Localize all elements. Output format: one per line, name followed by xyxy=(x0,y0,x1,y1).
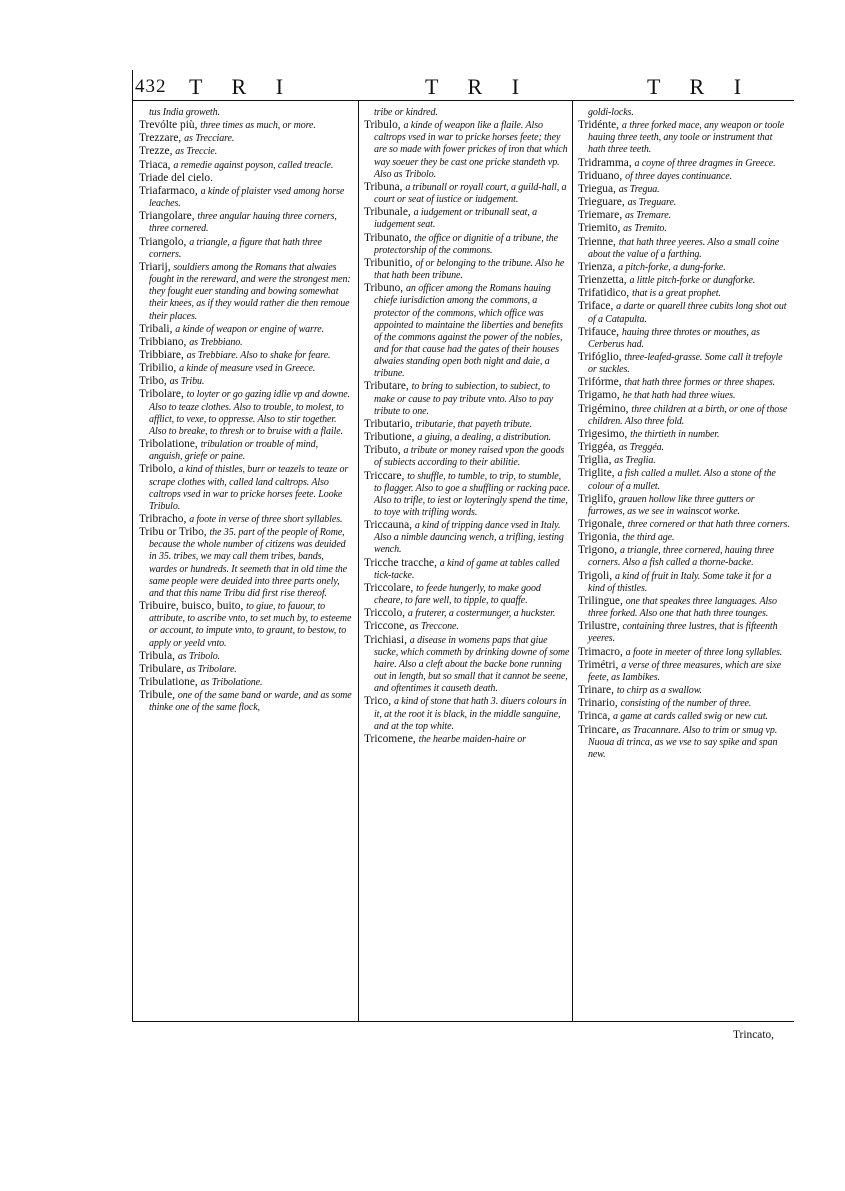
definition: a tribunall or royall court, a guild-hall, a court or seat of iustice or iudgement. xyxy=(374,181,567,206)
catchword: Trincato, xyxy=(733,1029,775,1041)
definition: as Treglia. xyxy=(614,455,656,467)
headword: Tributario, xyxy=(364,417,416,430)
dictionary-entry xyxy=(578,697,790,710)
dictionary-entry xyxy=(578,595,790,620)
definition: as Tremito. xyxy=(623,223,667,235)
header-rule xyxy=(132,100,794,101)
headword: Triarij, xyxy=(139,260,174,273)
dictionary-entry xyxy=(578,428,790,441)
headword: Tribunale, xyxy=(364,206,414,219)
dictionary-entry xyxy=(578,493,790,518)
definition: grauen hollow like three gutters or furrowes, as we see in wainscot worke. xyxy=(588,493,755,517)
running-head-left: T R I xyxy=(189,74,296,99)
definition: a kinde of plaister vsed among horse leaches. xyxy=(149,185,345,210)
definition: a darte or quarell three cubits long shot out of a Catapulta. xyxy=(588,301,787,325)
headword: Trinare, xyxy=(578,684,617,697)
running-head-center: T R I xyxy=(425,74,532,99)
headword: Triccolare, xyxy=(364,581,417,594)
footer-rule xyxy=(132,1021,794,1022)
dictionary-entry xyxy=(364,557,570,582)
column-rule-2 xyxy=(572,100,573,1022)
definition: a fish called a mullet. Also a stone of the colour of a mullet. xyxy=(588,468,776,492)
dictionary-entry xyxy=(578,326,790,351)
headword: Trevólte più, xyxy=(139,119,201,132)
definition: three children at a birth, or one of those children. Also three fold. xyxy=(588,403,788,427)
definition: the hearbe maiden-haire or xyxy=(418,733,526,745)
dictionary-entry xyxy=(139,323,353,336)
headword: Triegua, xyxy=(578,182,619,195)
dictionary-entry xyxy=(139,145,353,158)
dictionary-entry xyxy=(139,650,353,663)
dictionary-entry xyxy=(364,232,570,257)
dictionary-entry xyxy=(578,620,790,645)
dictionary-entry xyxy=(578,389,790,402)
dictionary-entry xyxy=(364,418,570,431)
definition: one of the same band or warde, and as some thinke one of the same flock, xyxy=(149,690,352,714)
definition: a kind of stone that hath 3. diuers colours in it, at the root it is black, in the middle sanguine, and at the top white. xyxy=(374,696,567,732)
column-rule-1 xyxy=(358,100,359,1022)
dictionary-entry xyxy=(139,375,353,388)
definition: as Tremare. xyxy=(625,210,671,222)
headword: Triaca, xyxy=(139,158,174,171)
definition: to bring to subiection, to subiect, to make or cause to pay tribute vnto. Also to pay tribute to one. xyxy=(374,381,554,417)
definition: as Treguare. xyxy=(627,197,677,209)
dictionary-entry xyxy=(578,196,790,209)
dictionary-entry xyxy=(578,261,790,274)
headword: Trigonale, xyxy=(578,518,628,530)
dictionary-entry xyxy=(578,300,790,325)
definition: that hath three formes or three shapes. xyxy=(624,377,776,389)
headword: Triduano, xyxy=(578,169,626,182)
dictionary-entry xyxy=(139,336,353,349)
definition: as Trebbiare. Also to shake for feare. xyxy=(186,349,331,361)
dictionary-entry xyxy=(578,646,790,659)
headword: Tribolare, xyxy=(139,388,187,401)
headword: Tribbiare, xyxy=(139,348,187,361)
definition: tus India groweth. xyxy=(149,107,220,118)
definition: a iudgement or tribunall seat, a iudgement seat. xyxy=(374,207,538,231)
headword: Tribolo, xyxy=(139,463,179,476)
definition: he that hath had three wiues. xyxy=(622,390,736,402)
dictionary-entry xyxy=(139,600,353,650)
headword: Trieguare, xyxy=(578,196,628,209)
headword: Triccone, xyxy=(364,620,410,633)
dictionary-entry xyxy=(364,620,570,633)
headword: Tridramma, xyxy=(578,156,635,169)
dictionary-entry xyxy=(139,119,353,132)
definition: a kind of fruit in Italy. Some take it for a kind of thistles. xyxy=(588,570,772,594)
headword: Trezzare, xyxy=(139,132,185,145)
dictionary-entry xyxy=(578,274,790,287)
headword: Triface, xyxy=(578,300,617,313)
definition: tributarie, that payeth tribute. xyxy=(415,418,532,430)
dictionary-entry xyxy=(364,444,570,469)
definition: a kinde of weapon or engine of warre. xyxy=(175,323,324,335)
headword: Triemito, xyxy=(578,222,624,235)
definition: the office or dignitie of a tribune, the protectorship of the commons. xyxy=(374,232,558,256)
definition: a verse of three measures, which are sixe feete, as Iambikes. xyxy=(588,659,781,683)
dictionary-entry xyxy=(139,261,353,323)
definition: a foote in verse of three short syllables. xyxy=(189,514,343,525)
headword: Trimétri, xyxy=(578,658,622,671)
headword: Trilustre, xyxy=(578,620,623,633)
dictionary-entry xyxy=(139,132,353,145)
definition: tribulation or trouble of mind, anguish, griefe or paine. xyxy=(149,439,318,463)
definition: a game at cards called swig or new cut. xyxy=(613,711,768,723)
dictionary-entry xyxy=(578,684,790,697)
headword: Triangolo, xyxy=(139,235,190,248)
definition: to chirp as a swallow. xyxy=(616,685,702,697)
dictionary-entry xyxy=(578,454,790,467)
headword: Tribulo, xyxy=(364,119,404,132)
headword: Trezze, xyxy=(139,145,176,158)
headword: Tribuna, xyxy=(364,180,406,193)
headword: Tributione, xyxy=(364,431,418,444)
definition: the third age. xyxy=(622,532,675,544)
definition: as Trecciare. xyxy=(184,133,235,145)
headword: Tribilio, xyxy=(139,362,180,375)
definition: of three dayes continuance. xyxy=(625,170,732,182)
dictionary-entry xyxy=(578,222,790,235)
headword: Tributare, xyxy=(364,380,412,393)
dictionary-entry xyxy=(364,257,570,282)
dictionary-entry xyxy=(139,689,353,714)
dictionary-entry xyxy=(578,659,790,684)
headword: Tribunato, xyxy=(364,231,415,244)
headword: Triggéa, xyxy=(578,441,619,454)
dictionary-entry xyxy=(139,438,353,463)
headword: Triade del cielo. xyxy=(139,171,213,184)
dictionary-entry xyxy=(364,119,570,181)
definition: an officer among the Romans hauing chiefe iurisdiction among the commons, a protector of the commons, which office was appointed to maintaine the liberties and benefits of the commons against the power of the nobles, and for that cause had the gates of their houses alwaies standing open both night and daie, a tribune. xyxy=(374,283,563,380)
definition: of or belonging to the tribune. Also he that hath been tribune. xyxy=(374,257,565,282)
headword: Tridénte, xyxy=(578,119,622,132)
headword: Tribunitio, xyxy=(364,256,416,269)
headword: Trienzetta, xyxy=(578,274,630,287)
dictionary-entry xyxy=(364,206,570,231)
definition: containing three lustres, that is fifteenth yeeres. xyxy=(588,621,778,645)
dictionary-entry xyxy=(364,181,570,206)
dictionary-entry xyxy=(578,518,790,531)
definition: three times as much, or more. xyxy=(200,120,316,132)
headword: Triafarmaco, xyxy=(139,184,201,197)
headword: Trigoli, xyxy=(578,569,615,582)
dictionary-entry xyxy=(139,159,353,172)
headword: Trilingue, xyxy=(578,594,626,607)
dictionary-entry xyxy=(578,236,790,261)
definition: a tribute or money raised vpon the goods of subiects according to their abilitie. xyxy=(374,445,565,469)
definition: to shuffle, to tumble, to trip, to stumble, to flagger. Also to goe a shuffling or racking pace. Also to trifle, to iest or loyteringly spend the time, to toye with trifling words. xyxy=(374,470,570,518)
definition: a kinde of weapon like a flaile. Also caltrops vsed in war to pricke horses feete; they are so made with fower prickes of iron that which way soeuer they be cast one pricke standeth vp. Also as Tribolo. xyxy=(374,120,568,180)
definition: as Tribolare. xyxy=(186,663,237,675)
column-1 xyxy=(139,106,353,715)
definition: goldi-locks. xyxy=(588,107,634,118)
dictionary-entry xyxy=(364,470,570,520)
dictionary-entry xyxy=(578,441,790,454)
dictionary-entry xyxy=(578,531,790,544)
dictionary-entry xyxy=(139,676,353,689)
headword: Trico, xyxy=(364,695,394,708)
headword: Trinca, xyxy=(578,710,614,723)
headword: Trienne, xyxy=(578,235,619,248)
definition: a three forked mace, any weapon or toole hauing three teeth, any toole or instrument that hath three teeth. xyxy=(588,120,785,156)
headword: Tribo, xyxy=(139,375,170,388)
definition: the 35. part of the people of Rome, because the whole number of citizens was deuided in 35. tribes, we may call them tribes, bands, wardes or hundreds. It seemeth that in old time the same people were deuided into three parts onely, and that this name Tribu did first rise thereof. xyxy=(149,527,348,599)
definition: that hath three yeeres. Also a small coine about the value of a farthing. xyxy=(588,236,780,260)
dictionary-entry xyxy=(578,376,790,389)
headword: Tricche tracche, xyxy=(364,556,440,569)
dictionary-entry xyxy=(364,431,570,444)
definition: three-leafed-grasse. Some call it trefoyle or suckles. xyxy=(588,351,783,376)
headword: Triccare, xyxy=(364,469,408,482)
headword: Tributo, xyxy=(364,444,404,457)
definition: a triangle, a figure that hath three corners. xyxy=(149,236,322,260)
dictionary-entry xyxy=(139,185,353,210)
dictionary-entry xyxy=(578,287,790,300)
dictionary-entry xyxy=(364,380,570,417)
dictionary-entry xyxy=(364,519,570,556)
headword: Tribulare, xyxy=(139,662,187,675)
dictionary-entry xyxy=(364,607,570,620)
headword: Tribuno, xyxy=(364,282,406,295)
definition: a foote in meeter of three long syllables. xyxy=(625,646,783,658)
dictionary-entry xyxy=(364,733,570,746)
definition: a triangle, three cornered, hauing three corners. Also a fish called a thorne-backe. xyxy=(588,545,775,569)
headword: Triglite, xyxy=(578,467,618,480)
dictionary-entry xyxy=(578,106,790,119)
dictionary-entry xyxy=(364,282,570,380)
page-header xyxy=(135,74,793,102)
headword: Tribolatione, xyxy=(139,438,201,451)
definition: a kind of thistles, burr or teazels to teaze or scrape clothes with, called land caltrops. Also caltrops vsed in war to pricke horses feete. Looke Tribulo. xyxy=(149,464,349,512)
definition: that is a great prophet. xyxy=(632,288,721,300)
definition: the thirtieth in number. xyxy=(630,428,720,440)
headword: Tribulatione, xyxy=(139,676,201,689)
definition: three cornered or that hath three corners. xyxy=(627,519,790,530)
definition: as Treccone. xyxy=(409,621,459,633)
headword: Trienza, xyxy=(578,260,619,273)
dictionary-entry xyxy=(139,463,353,513)
headword: Trigonia, xyxy=(578,531,623,544)
dictionary-entry xyxy=(578,157,790,170)
headword: Tribu or Tribo, xyxy=(139,526,210,539)
headword: Tribbiano, xyxy=(139,335,190,348)
definition: consisting of the number of three. xyxy=(620,698,752,710)
definition: one that speakes three languages. Also three forked. Also one that hath three tounges. xyxy=(588,595,777,620)
dictionary-entry xyxy=(139,388,353,438)
column-3 xyxy=(578,106,790,761)
dictionary-entry xyxy=(578,544,790,569)
dictionary-entry xyxy=(139,106,353,119)
headword: Tribula, xyxy=(139,649,178,662)
left-border-rule xyxy=(132,70,133,1022)
headword: Trigesimo, xyxy=(578,427,631,440)
definition: a remedie against poyson, called treacle. xyxy=(173,159,334,171)
dictionary-entry xyxy=(578,570,790,595)
headword: Trichiasi, xyxy=(364,633,410,646)
headword: Tribuire, buisco, buito, xyxy=(139,600,247,613)
headword: Triccauna, xyxy=(364,519,415,532)
definition: a pitch-forke, a dung-forke. xyxy=(618,261,726,273)
dictionary-entry xyxy=(139,663,353,676)
definition: a kind of tripping dance vsed in Italy. Also a nimble dauncing wench, a trifling, iesting wench. xyxy=(374,520,564,556)
dictionary-entry xyxy=(578,403,790,428)
dictionary-entry xyxy=(578,119,790,156)
headword: Trinario, xyxy=(578,697,621,710)
dictionary-entry xyxy=(578,351,790,376)
definition: a kinde of measure vsed in Greece. xyxy=(179,363,316,375)
dictionary-entry xyxy=(578,710,790,723)
running-head-right: T R I xyxy=(647,74,754,99)
dictionary-entry xyxy=(364,582,570,607)
dictionary-entry xyxy=(139,172,353,185)
headword: Trigono, xyxy=(578,544,620,557)
headword: Trincare, xyxy=(578,723,622,736)
definition: a disease in womens paps that giue sucke, which commeth by drinking downe of some haire. Also a cleft about the backe bone running out in length, but so small that it cannot be seene, and oftentimes it causeth death. xyxy=(374,634,570,695)
definition: a coyne of three dragmes in Greece. xyxy=(634,157,776,169)
headword: Trifatidico, xyxy=(578,287,632,300)
dictionary-entry xyxy=(578,467,790,492)
headword: Trimacro, xyxy=(578,645,626,658)
definition: to feede hungerly, to make good cheare, to fare well, to tipple, to quaffe. xyxy=(374,582,541,607)
dictionary-entry xyxy=(578,183,790,196)
headword: Trifauce, xyxy=(578,325,622,338)
headword: Trigémino, xyxy=(578,402,632,415)
headword: Tribali, xyxy=(139,322,176,335)
dictionary-entry xyxy=(578,170,790,183)
headword: Tribracho, xyxy=(139,513,190,525)
definition: as Trebbiano. xyxy=(189,336,243,348)
definition: as Tregua. xyxy=(618,183,660,195)
headword: Triangolare, xyxy=(139,210,198,223)
headword: Tricomene, xyxy=(364,732,419,745)
definition: a giuing, a dealing, a distribution. xyxy=(417,432,552,444)
dictionary-entry xyxy=(139,210,353,235)
dictionary-entry xyxy=(139,513,353,526)
definition: as Tracannare. Also to trim or smug vp. Nuoua di trinca, as we vse to say spike and span new. xyxy=(588,724,778,760)
definition: a fruterer, a costermunger, a huckster. xyxy=(407,608,556,620)
definition: a little pitch-forke or dungforke. xyxy=(629,275,756,287)
headword: Triglia, xyxy=(578,454,615,467)
headword: Triglifo, xyxy=(578,492,619,505)
definition: three angular hauing three corners, three cornered. xyxy=(149,211,337,235)
headword: Trigamo, xyxy=(578,389,623,402)
definition: tribe or kindred. xyxy=(374,107,438,118)
column-2 xyxy=(364,106,570,746)
dictionary-entry xyxy=(364,106,570,119)
headword: Triemare, xyxy=(578,209,626,222)
definition: souldiers among the Romans that alwaies fought in the rereward, and were the strongest men: they fought euer standing and bowing somewhat their knees, as if they would rather die then remoue their places. xyxy=(149,261,351,322)
dictionary-entry xyxy=(364,695,570,732)
headword: Trifórme, xyxy=(578,376,625,389)
dictionary-entry xyxy=(139,362,353,375)
definition: as Tribolo. xyxy=(177,650,221,662)
definition: as Treggéa. xyxy=(618,442,664,454)
page-number: 432 xyxy=(135,76,167,97)
definition: hauing three throtes or mouthes, as Cerberus had. xyxy=(588,326,760,350)
definition: as Tribolatione. xyxy=(200,677,263,689)
definition: to loyter or go gazing idlie vp and downe. Also to teaze clothes. Also to trouble, to molest, to afflict, to vexe, to oppresse. Also to stir together. Also to breake, to thresh or to bruise with a flaile. xyxy=(149,389,350,437)
definition: as Treccie. xyxy=(175,146,218,158)
definition: as Tribu. xyxy=(169,376,205,388)
definition: a kind of game at tables called tick-tacke. xyxy=(374,557,560,581)
definition: to giue, to fauour, to attribute, to ascribe vnto, to set much by, to esteeme or account, to impute vnto, to graunt, to bestow, to apply or yeeld vnto. xyxy=(149,601,352,649)
dictionary-entry xyxy=(578,209,790,222)
headword: Triccolo, xyxy=(364,607,408,620)
headword: Tribule, xyxy=(139,689,178,702)
headword: Trifóglio, xyxy=(578,350,625,363)
dictionary-entry xyxy=(364,634,570,696)
dictionary-entry xyxy=(139,349,353,362)
dictionary-entry xyxy=(139,526,353,600)
dictionary-entry xyxy=(578,724,790,761)
dictionary-entry xyxy=(139,236,353,261)
